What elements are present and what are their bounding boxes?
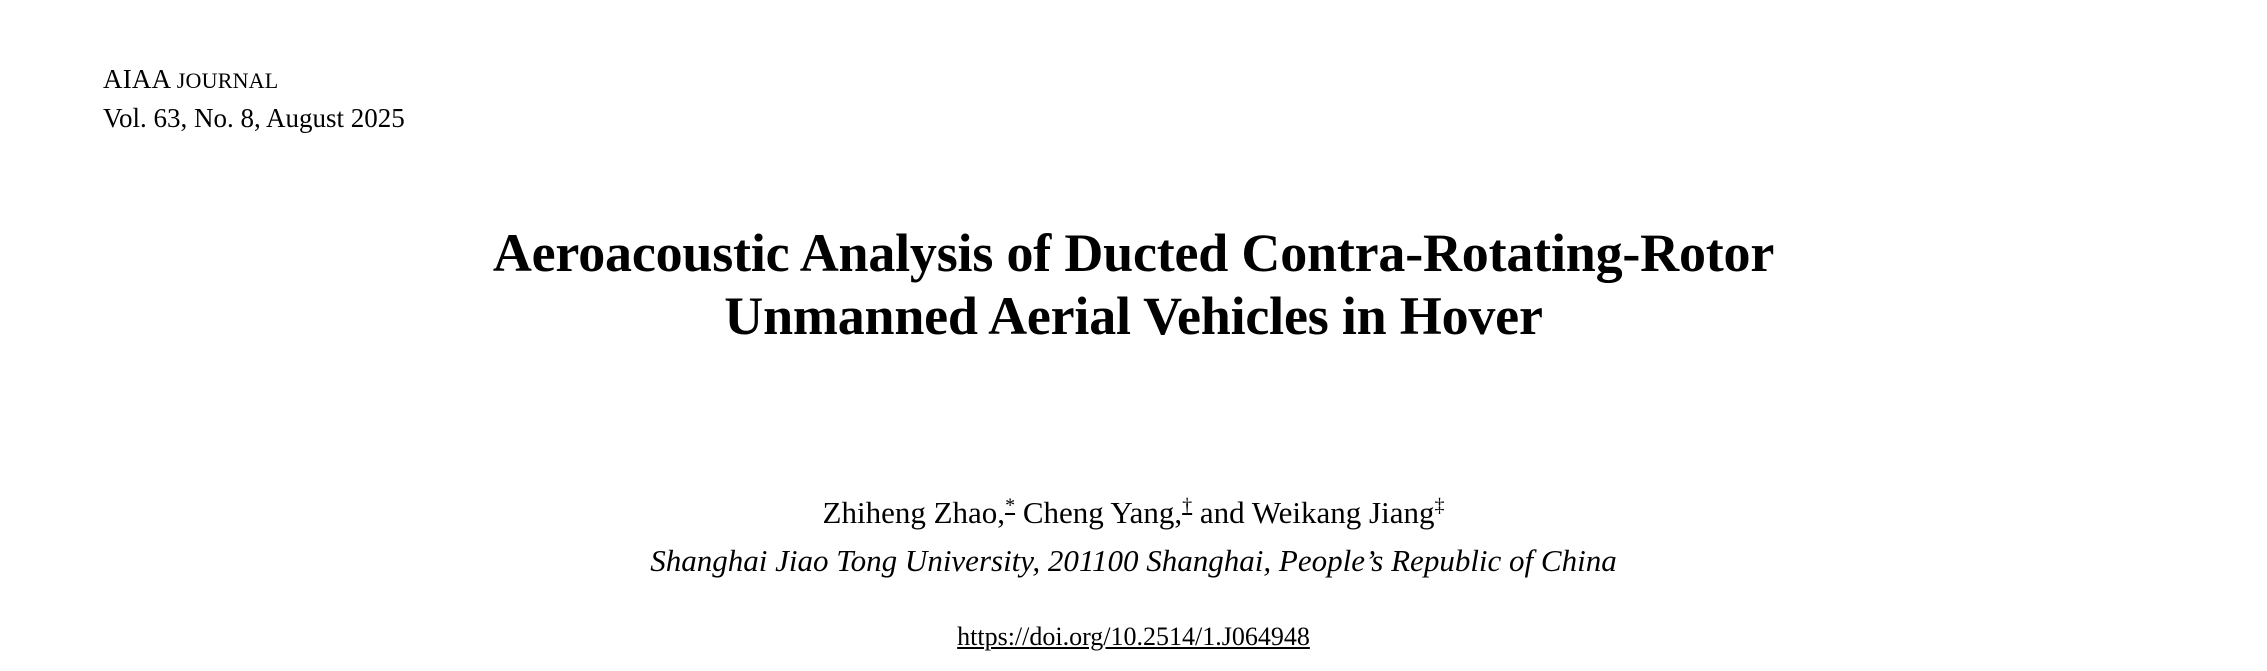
journal-name-prefix: AIAA [103, 64, 170, 94]
author-1-footnote-marker[interactable]: * [1005, 494, 1016, 517]
author-affiliation: Shanghai Jiao Tong University, 201100 Shanghai, People’s Republic of China [650, 542, 1617, 578]
author-1-name: Zhiheng Zhao, [822, 495, 1006, 530]
author-3-footnote-marker[interactable]: ‡ [1434, 494, 1445, 517]
journal-name-word: JOURNAL [176, 68, 279, 93]
author-2-footnote-marker[interactable]: † [1182, 494, 1193, 517]
title-block [0, 222, 2267, 348]
author-conjunction: and Weikang Jiang [1192, 495, 1435, 530]
title-line-2: Unmanned Aerial Vehicles in Hover [724, 286, 1543, 347]
author-list [0, 492, 2267, 534]
journal-issue: Vol. 63, No. 8, August 2025 [103, 102, 405, 133]
page-title [184, 222, 2084, 348]
doi-block [0, 622, 2267, 652]
title-line-1: Aeroacoustic Analysis of Ducted Contra-Rotating-Rotor [492, 223, 1775, 283]
authors-block [0, 492, 2267, 582]
author-2-name: Cheng Yang, [1015, 495, 1183, 530]
doi-link[interactable]: https://doi.org/10.2514/1.J064948 [957, 622, 1310, 651]
journal-name [103, 62, 405, 97]
journal-masthead [103, 62, 405, 135]
